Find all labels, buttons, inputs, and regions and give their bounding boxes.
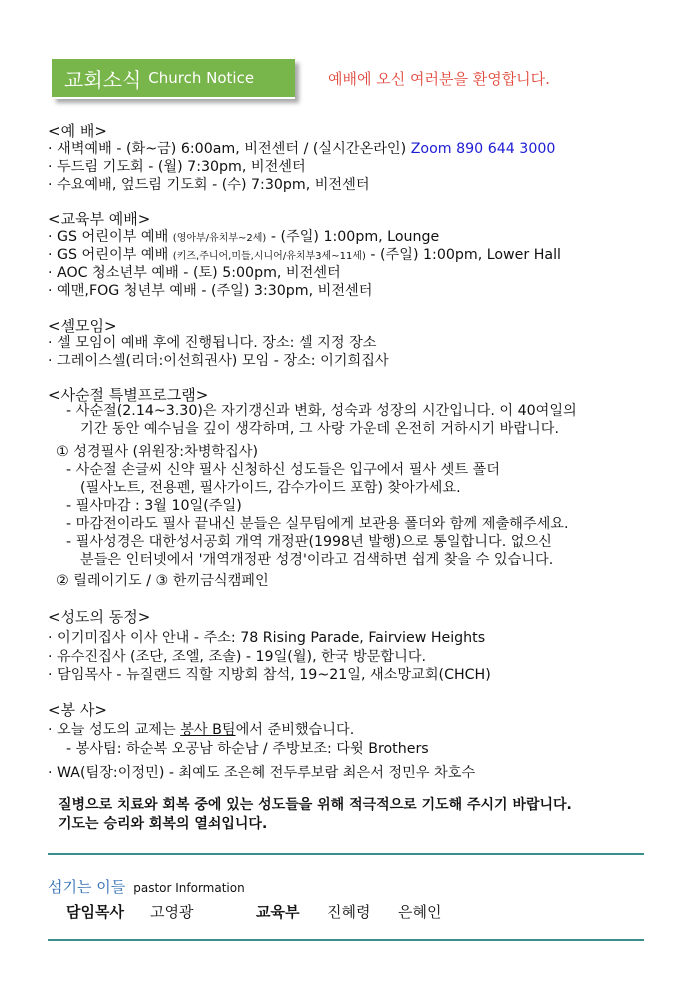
notice-header: [52, 59, 295, 99]
header-title-en: Church Notice: [148, 69, 255, 87]
edu-name-1: 진혜령: [327, 903, 371, 921]
cell-line-2: · 그레이스셀(리더:이선희권사) 모임 - 장소: 이기희집사: [48, 353, 389, 369]
lent-sub-2: ② 릴레이기도 / ③ 한끼금식캠페인: [56, 573, 269, 589]
education-heading: <교육부 예배>: [48, 210, 151, 228]
cell-line-1: · 셀 모임이 예배 후에 진행됩니다. 장소: 셀 지정 장소: [48, 335, 377, 351]
service-team: 봉사 B팀: [180, 722, 236, 738]
pastor-label: 담임목사: [66, 903, 124, 921]
pastor-name: 고영광: [150, 903, 194, 921]
lent-line-1: - 사순절(2.14~3.30)은 자기갱신과 변화, 성숙과 성장의 시간입니다. 이 40여일의: [66, 403, 577, 419]
lent-sub-1b: (필사노트, 전용펜, 필사가이드, 감수가이드 포함) 찾아가세요.: [80, 480, 461, 496]
edu-label: 교육부: [256, 903, 300, 921]
members-line-1: · 이기미집사 이사 안내 - 주소: 78 Rising Parade, Fairview Heights: [48, 630, 486, 646]
education-line-3: · AOC 청소년부 예배 - (토) 5:00pm, 비전센터: [48, 265, 341, 281]
lent-sub-1f: 분들은 인터넷에서 '개역개정판 성경'이라고 검색하면 쉽게 찾을 수 있습니다.: [80, 552, 554, 568]
education-line-4: · 예맨,FOG 청년부 예배 - (주일) 3:30pm, 비전센터: [48, 283, 373, 299]
service-line-3: · WA(팀장:이정민) - 최예도 조은혜 전두루보람 최은서 정민우 차호수: [48, 765, 476, 781]
lent-line-2: 기간 동안 예수님을 깊이 생각하며, 그 사랑 가운데 온전히 거하시기 바랍니다.: [80, 421, 559, 437]
lent-sub-1d: - 마감전이라도 필사 끝내신 분들은 실무팀에게 보관용 폴더와 함께 제출해주세요.: [66, 516, 569, 532]
edu-name-2: 은혜인: [398, 903, 442, 921]
worship-heading: <예 배>: [48, 122, 107, 140]
lent-heading: <사순절 특별프로그램>: [48, 386, 209, 404]
worship-line-3: · 수요예배, 엎드림 기도회 - (수) 7:30pm, 비전센터: [48, 177, 370, 193]
education-line-2: · GS 어린이부 예배 (키즈,주니어,미들,시니어/유치부3세~11세) - (주일) 1:00pm, Lower Hall: [48, 247, 561, 263]
lent-sub-1: ① 성경필사 (위원장:차병학집사): [56, 444, 259, 460]
service-heading: <봉 사>: [48, 701, 107, 719]
worship-line-2: · 두드림 기도회 - (월) 7:30pm, 비전센터: [48, 159, 306, 175]
service-line-2: - 봉사팀: 하순복 오공남 하순남 / 주방보조: 다윗 Brothers: [66, 741, 429, 757]
divider-bottom: [48, 939, 644, 941]
members-line-2: · 유수진집사 (조단, 조엘, 조솔) - 19일(월), 한국 방문합니다.: [48, 649, 427, 665]
lent-sub-1e: - 필사성경은 대한성서공회 개역 개정판(1998년 발행)으로 통일합니다. 없으신: [66, 534, 552, 550]
welcome-message: 예배에 오신 여러분을 환영합니다.: [328, 70, 550, 88]
prayer-line-2: 기도는 승리와 회복의 열쇠입니다.: [58, 816, 268, 832]
header-title-ko: 교회소식: [64, 67, 142, 92]
divider-top: [48, 853, 644, 855]
worship-line-1: · 새벽예배 - (화~금) 6:00am, 비전센터 / (실시간온라인) Zoom 890 644 3000: [48, 141, 556, 157]
members-line-3: · 담임목사 - 뉴질랜드 직할 지방회 참석, 19~21일, 새소망교회(CHCH): [48, 667, 491, 683]
lent-sub-1c: - 필사마감 : 3월 10일(주일): [66, 498, 242, 514]
lent-sub-1a: - 사순절 손글씨 신약 필사 신청하신 성도들은 입구에서 필사 셋트 폴더: [66, 462, 500, 478]
members-heading: <성도의 동정>: [48, 608, 151, 626]
cell-heading: <셀모임>: [48, 317, 117, 335]
service-line-1: · 오늘 성도의 교제는 봉사 B팀에서 준비했습니다.: [48, 722, 355, 738]
staff-title: 섬기는 이들 pastor Information: [48, 878, 245, 896]
prayer-line-1: 질병으로 치료와 회복 중에 있는 성도들을 위해 적극적으로 기도해 주시기 바랍니다.: [58, 797, 572, 813]
education-line-1: · GS 어린이부 예배 (영아부/유치부~2세) - (주일) 1:00pm, Lounge: [48, 229, 440, 245]
zoom-link[interactable]: Zoom 890 644 3000: [410, 141, 556, 157]
